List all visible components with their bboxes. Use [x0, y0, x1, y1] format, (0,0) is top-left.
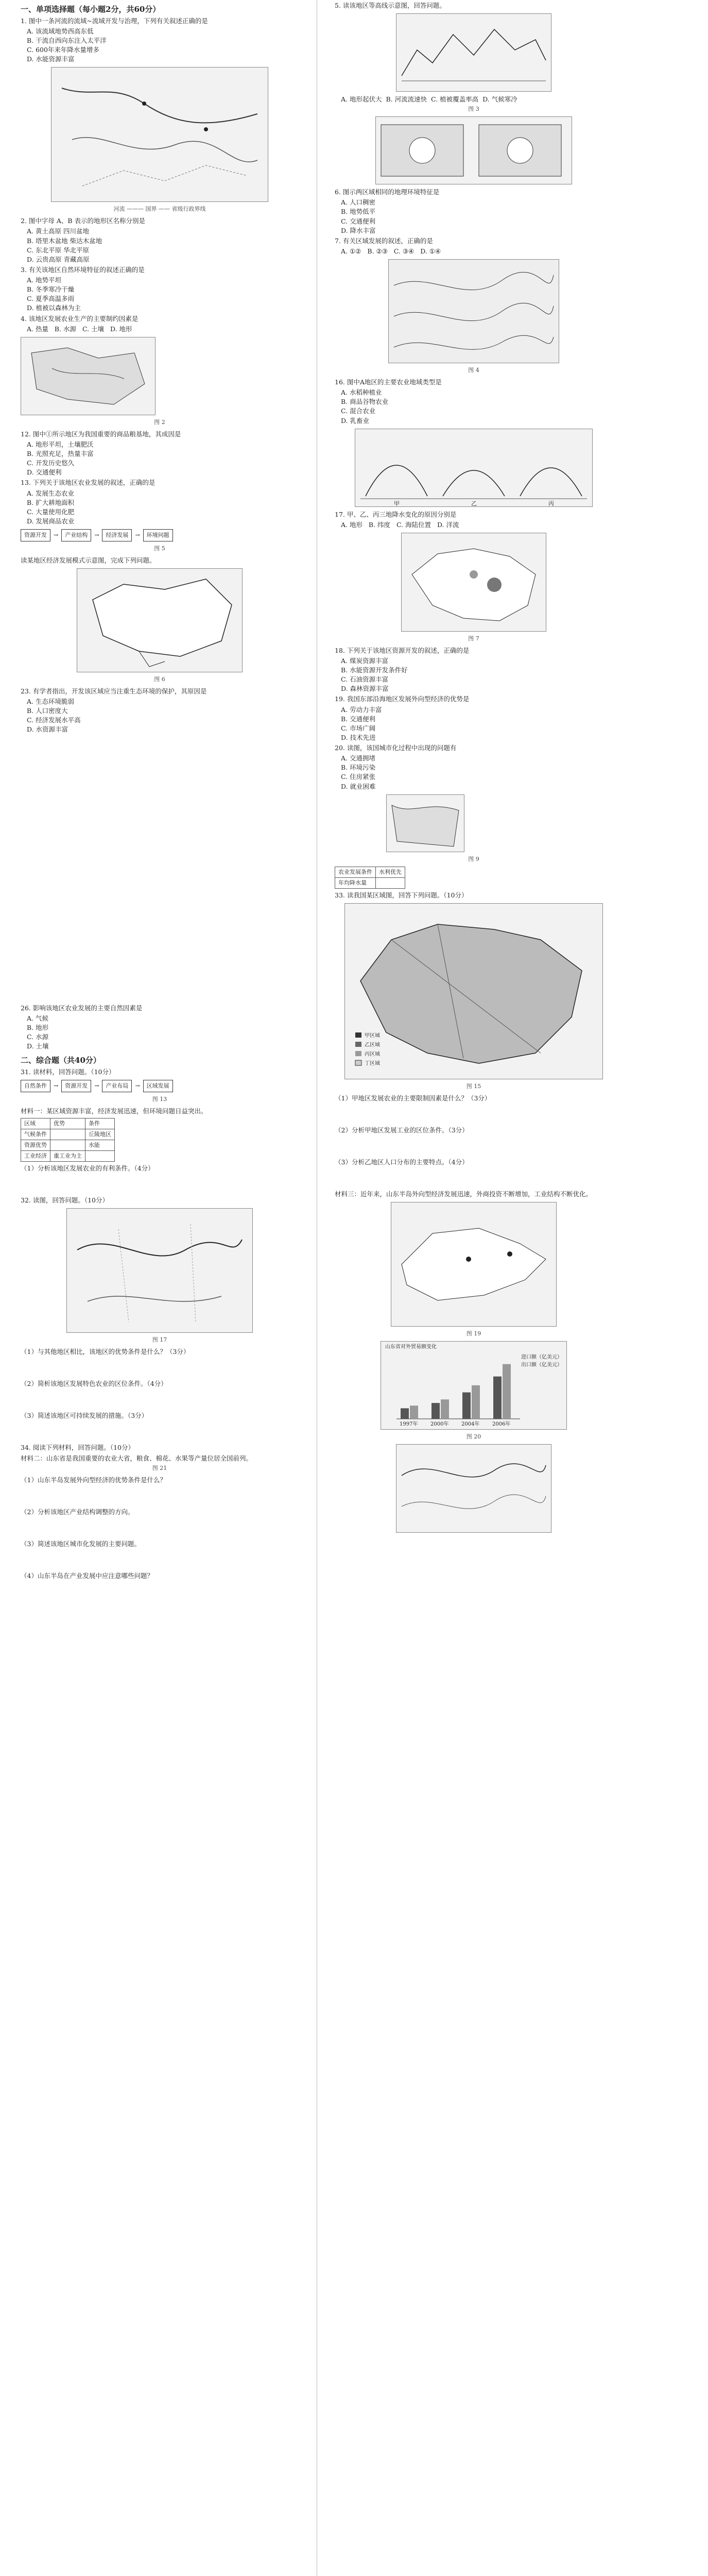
bar-legend-item-2: 出口额（亿美元）: [521, 1362, 562, 1368]
q17-options: [335, 520, 613, 530]
q4-option-d: D. 地形: [110, 325, 132, 333]
section2-title: 二、综合题（共40分）: [21, 1056, 101, 1065]
q3-option-c: C. 夏季高温多雨: [27, 295, 75, 303]
q17-option-b: B. 纬度: [368, 520, 391, 529]
question-4: 4. 该地区发展农业生产的主要制约因素是: [21, 314, 139, 323]
material-2: 材料二：山东省是我国重要的农业大省，粮食、棉花、水果等产量位居全国前列。: [21, 1454, 253, 1462]
q5-option-b: B. 河流流速快: [386, 95, 427, 104]
bar-mark: [401, 1408, 409, 1419]
q16-option-c: C. 混合农业: [341, 407, 376, 415]
bar-mark: [410, 1405, 418, 1419]
flow-node-4: 环境问题: [143, 529, 173, 541]
answer-space: [335, 1136, 613, 1157]
right-column: [335, 0, 613, 1536]
q19-option-c: C. 市场广阔: [341, 724, 376, 732]
river-basin-map: [67, 1209, 252, 1332]
q23-option-c: C. 经济发展水平高: [27, 716, 81, 724]
q18-option-d: D. 森林资源丰富: [341, 685, 389, 693]
question-32-2: （2）简析该地区发展特色农业的区位条件。（4分）: [21, 1380, 167, 1388]
q13-option-d: D. 发展商品农业: [27, 517, 75, 525]
figure-5-caption: 图 13: [152, 1096, 167, 1103]
map-figure-6: [66, 1208, 253, 1333]
coastline-map-figure: [396, 1444, 551, 1533]
q18-option-a: A. 煤炭资源丰富: [341, 656, 388, 665]
region-figure-2: [375, 116, 572, 184]
question-1: 1. 图中一条河流的流域~流域开发与治理，下列有关叙述正确的是: [21, 16, 208, 25]
china-region-map: [345, 904, 602, 1079]
bar-mark: [503, 1364, 511, 1419]
topo-map-figure: [388, 259, 559, 363]
table-cell: 优势: [50, 1118, 85, 1129]
question-5: 5. 读该地区等高线示意图，回答问题。: [335, 2, 446, 9]
q12-option-d: D. 交通便利: [27, 468, 62, 477]
figure-2-caption: 图 2: [154, 418, 165, 426]
figure-11-caption: 图 9: [468, 855, 479, 862]
q2-option-c: C. 东北平原 华北平原: [27, 246, 90, 254]
q5-option-c: C. 植被覆盖率高: [431, 95, 479, 104]
x-tick-label: 2006年: [492, 1421, 511, 1427]
left-spacer-1: [21, 735, 299, 1003]
table-cell: 年均降水量: [335, 877, 376, 888]
q2-option-b: B. 塔里木盆地 柴达木盆地: [27, 236, 102, 245]
table-row: [21, 1118, 115, 1129]
table-cell: 工业经济: [21, 1150, 50, 1161]
bar-mark: [493, 1377, 502, 1419]
q19-option-a: A. 劳动力丰富: [341, 705, 382, 714]
table-cell: [85, 1150, 115, 1161]
question-6: 6. 图示两区域相同的地理环境特征是: [335, 188, 440, 196]
x-tick-label: 2000年: [430, 1421, 449, 1427]
question-3: 3. 有关该地区自然环境特征的叙述正确的是: [21, 265, 145, 274]
data-table-1: [21, 1118, 115, 1162]
q26-option-c: C. 水源: [27, 1032, 49, 1041]
precipitation-curves: [355, 429, 592, 506]
figure-9-caption: 图 4: [468, 367, 479, 374]
flow-node-2: 产业结构: [61, 529, 91, 541]
question-31-1: （1）分析该地区发展农业的有利条件。（4分）: [21, 1164, 154, 1172]
q2-option-a: A. 黄土高原 四川盆地: [27, 227, 89, 235]
question-32-3: （3）简述该地区可持续发展的措施。（3分）: [21, 1412, 148, 1420]
q6-option-a: A. 人口稠密: [341, 198, 375, 207]
flow2-node-3: 产业布局: [102, 1080, 132, 1092]
bar-chart-figure: [381, 1341, 567, 1430]
q18-option-b: B. 水能资源开发条件好: [341, 666, 408, 674]
section1-title: 一、单项选择题（每小题2分，共60分）: [21, 5, 161, 14]
q4-option-a: A. 热量: [27, 325, 48, 333]
answer-space: [335, 1104, 613, 1125]
curve-label-jia: 甲: [394, 500, 400, 506]
x-tick-label: 1997年: [400, 1421, 418, 1427]
q20-option-b: B. 环境污染: [341, 764, 376, 772]
q12-option-a: A. 地形平坦，土壤肥沃: [27, 440, 94, 448]
q20-option-d: D. 就业困难: [341, 782, 376, 790]
question-13: 13. 下列关于该地区农业发展的叙述，正确的是: [21, 479, 156, 487]
answer-space: [21, 1550, 299, 1570]
q1-option-b: B. 干流自西向东注入太平洋: [27, 37, 107, 44]
table-row: [335, 867, 405, 877]
question-2: 2. 图中字母 A、B 表示的地形区名称分别是: [21, 217, 146, 225]
legend-item-3: 丙区域: [365, 1051, 380, 1057]
q18-option-c: C. 石油资源丰富: [341, 675, 389, 684]
table-cell: 农业发展条件: [335, 867, 376, 877]
q3-option-d: D. 植被以森林为主: [27, 304, 81, 312]
map-figure-2: [21, 337, 156, 415]
question-34-1: （1）山东半岛发展外向型经济的优势条件是什么？: [21, 1476, 166, 1484]
bar-legend-item-1: 进口额（亿美元）: [521, 1354, 562, 1360]
river-map: [51, 67, 268, 201]
q2-option-d: D. 云贵高原 青藏高原: [27, 255, 90, 263]
q6-option-d: D. 降水丰富: [341, 226, 376, 234]
question-34: 34. 阅读下列材料，回答问题。（10分）: [21, 1444, 135, 1452]
question-34-3: （3）简述该地区城市化发展的主要问题。: [21, 1539, 141, 1548]
question-20: 20. 读图，该国城市化过程中出现的问题有: [335, 744, 457, 752]
data-table-2: [335, 867, 405, 889]
flow2-node-2: 资源开发: [61, 1080, 91, 1092]
flow-diagram-1: 资源开发 → 产业结构 → 经济发展 → 环境问题: [21, 529, 299, 541]
figure-10-caption: 图 7: [468, 635, 479, 642]
q19-option-b: B. 交通便利: [341, 715, 376, 723]
q12-option-b: B. 光照充足，热量丰富: [27, 450, 94, 457]
q3-option-a: A. 地势平坦: [27, 276, 61, 284]
question-7: 7. 有关区域发展的叙述，正确的是: [335, 236, 433, 245]
question-34-4: （4）山东半岛在产业发展中应注意哪些问题？: [21, 1571, 153, 1580]
table-row: [335, 877, 405, 888]
q4-options: [21, 325, 299, 334]
curve-label-bing: 丙: [548, 500, 554, 506]
table-cell: [376, 877, 405, 888]
q13-option-b: B. 扩大耕地面积: [27, 498, 75, 506]
q23-option-a: A. 生态环境脆弱: [27, 698, 74, 706]
question-33-3: （3）分析乙地区人口分布的主要特点。（4分）: [335, 1158, 469, 1166]
q19-option-d: D. 技术先进: [341, 733, 376, 741]
q20-option-a: A. 交通拥堵: [341, 754, 375, 762]
q17-option-c: C. 海陆位置: [396, 520, 431, 529]
bar-legend: [521, 1354, 562, 1369]
legend-item-1: 甲区域: [365, 1032, 380, 1039]
figure-7-caption: 图 21: [152, 1464, 167, 1471]
topographic-map: [389, 260, 559, 363]
q1-option-c: C. 600年来年降水量增多: [27, 46, 99, 54]
material-1: 材料一：某区域资源丰富，经济发展迅速，但环境问题日益突出。: [21, 1107, 208, 1115]
question-33: 33. 读我国某区域图，回答下列问题。（10分）: [335, 891, 468, 899]
answer-space: [21, 1389, 299, 1410]
shandong-map-figure: [391, 1202, 557, 1327]
q3-option-b: B. 冬季寒冷干燥: [27, 285, 75, 294]
china-map-figure-2: [344, 903, 603, 1079]
q12-option-c: C. 开发历史悠久: [27, 459, 75, 467]
q17-option-a: A. 地形: [341, 520, 362, 529]
flow-node-3: 经济发展: [102, 529, 132, 541]
answer-space: [335, 1168, 613, 1189]
flow2-node-1: 自然条件: [21, 1080, 50, 1092]
region-map: [21, 337, 155, 415]
q5-options: [335, 95, 613, 104]
table-cell: 水能: [85, 1140, 115, 1150]
answer-space: [21, 1421, 299, 1442]
q26-option-a: A. 气候: [27, 1014, 48, 1022]
answer-space: [21, 1174, 299, 1195]
table-row: [21, 1140, 115, 1150]
curve-figure: [355, 429, 593, 507]
question-34-2: （2）分析该地区产业结构调整的方向。: [21, 1507, 134, 1516]
material-3: 材料三：近年来，山东半岛外向型经济发展迅速，外商投资不断增加，工业结构不断优化。: [335, 1190, 593, 1198]
q16-option-b: B. 商品谷物农业: [341, 398, 389, 406]
q5-option-d: D. 气候寒冷: [482, 95, 517, 104]
question-16: 16. 图中A地区的主要农业地域类型是: [335, 378, 442, 386]
table-cell: 重工业为主: [50, 1150, 85, 1161]
map-figure-4: [77, 568, 243, 672]
table-cell: [50, 1129, 85, 1140]
table-cell: 丘陵地区: [85, 1129, 115, 1140]
question-23: 23. 有学者指出，开发该区域应当注重生态环境的保护，其原因是: [21, 687, 207, 695]
figure-8-caption: 图 3: [468, 106, 479, 113]
q4-option-c: C. 土壤: [82, 325, 105, 333]
q1-option-d: D. 水能资源丰富: [27, 55, 75, 63]
answer-space: [21, 1518, 299, 1538]
table-cell: 资源优势: [21, 1140, 50, 1150]
question-33-1: （1）甲地区发展农业的主要限制因素是什么？（3分）: [335, 1094, 491, 1102]
table-row: [21, 1150, 115, 1161]
legend-item-4: 丁区域: [365, 1060, 380, 1066]
figure-14-caption: 图 20: [466, 1433, 481, 1440]
flow2-node-4: 区域发展: [143, 1080, 173, 1092]
question-32-1: （1）与其他地区相比，该地区的优势条件是什么？（3分）: [21, 1348, 190, 1355]
q20-option-c: C. 住房紧张: [341, 773, 376, 781]
question-12: 12. 图中①所示地区为我国重要的商品粮基地，其成因是: [21, 430, 181, 438]
figure-13-caption: 图 19: [466, 1330, 481, 1337]
china-map: [402, 533, 546, 631]
q16-option-a: A. 水稻种植业: [341, 388, 382, 397]
answer-space: [21, 1486, 299, 1506]
q16-option-d: D. 乳畜业: [341, 416, 370, 425]
table-cell: 气候条件: [21, 1129, 50, 1140]
q26-option-b: B. 地形: [27, 1023, 49, 1031]
curve-label-yi: 乙: [471, 500, 477, 506]
passage-1: 读某地区经济发展模式示意图，完成下列问题。: [21, 556, 156, 564]
table-cell: 区域: [21, 1118, 50, 1129]
q13-option-a: A. 发展生态农业: [27, 489, 74, 497]
line-figure-1: [396, 13, 551, 92]
flow-node-1: 资源开发: [21, 529, 50, 541]
figure-3-caption: 图 5: [154, 545, 165, 552]
figure-1-caption: 河流 ——— 国界 —— 省级行政界线: [113, 206, 206, 213]
table-cell: [50, 1140, 85, 1150]
bar-mark: [472, 1385, 480, 1419]
two-region-diagram: [376, 117, 572, 184]
q7-option-a: A. ①②: [341, 247, 361, 255]
answer-space: [21, 1358, 299, 1378]
figure-6-caption: 图 17: [152, 1336, 167, 1344]
question-32: 32. 读图，回答问题。（10分）: [21, 1196, 109, 1204]
question-33-2: （2）分析甲地区发展工业的区位条件。（3分）: [335, 1126, 469, 1134]
q13-option-c: C. 大量使用化肥: [27, 507, 75, 516]
table-cell: 条件: [85, 1118, 115, 1129]
bar-chart-title: 山东省对外贸易额变化: [385, 1344, 437, 1350]
flow-diagram-2: 自然条件 → 资源开发 → 产业布局 → 区域发展: [21, 1080, 299, 1092]
x-tick-label: 2004年: [461, 1421, 480, 1427]
shandong-peninsula-map: [391, 1202, 556, 1326]
q7-options: [335, 247, 613, 256]
q4-option-b: B. 水源: [54, 325, 77, 333]
question-19: 19. 我国东部沿海地区发展外向型经济的优势是: [335, 695, 470, 703]
question-18: 18. 下列关于该地区资源开发的叙述，正确的是: [335, 646, 470, 654]
left-column: [21, 0, 299, 1582]
q7-option-c: C. ③④: [393, 247, 415, 255]
bar-mark: [462, 1393, 471, 1419]
question-26: 26. 影响该地区农业发展的主要自然因素是: [21, 1004, 143, 1012]
profile-chart: [396, 14, 551, 91]
figure-12-caption: 图 15: [466, 1082, 481, 1090]
q7-option-b: B. ②③: [367, 247, 388, 255]
china-map-figure-1: [401, 533, 546, 632]
legend-item-2: 乙区域: [365, 1042, 380, 1048]
figure-4-caption: 图 6: [154, 676, 165, 683]
question-17: 17. 甲、乙、丙三地降水变化的原因分别是: [335, 510, 457, 518]
map-figure-1: [51, 67, 268, 202]
small-map-figure: [386, 794, 464, 852]
q5-option-a: A. 地形起伏大: [341, 95, 382, 104]
bar-mark: [431, 1403, 440, 1419]
q1-option-a: A. 该流域地势西高东低: [27, 27, 94, 35]
q17-option-d: D. 洋流: [437, 520, 459, 529]
coastline-map: [396, 1445, 551, 1532]
q7-option-d: D. ①④: [420, 247, 441, 255]
q6-option-b: B. 地势低平: [341, 208, 376, 216]
q23-option-d: D. 水资源丰富: [27, 725, 68, 734]
coastal-map: [387, 795, 464, 852]
q26-option-d: D. 土壤: [27, 1042, 49, 1050]
bar-mark: [441, 1399, 449, 1419]
country-map: [77, 569, 242, 672]
q23-option-b: B. 人口密度大: [27, 707, 68, 715]
table-row: [21, 1129, 115, 1140]
table-cell: 水利优先: [376, 867, 405, 877]
q6-option-c: C. 交通便利: [341, 217, 376, 225]
question-31: 31. 读材料，回答问题。（10分）: [21, 1067, 115, 1076]
